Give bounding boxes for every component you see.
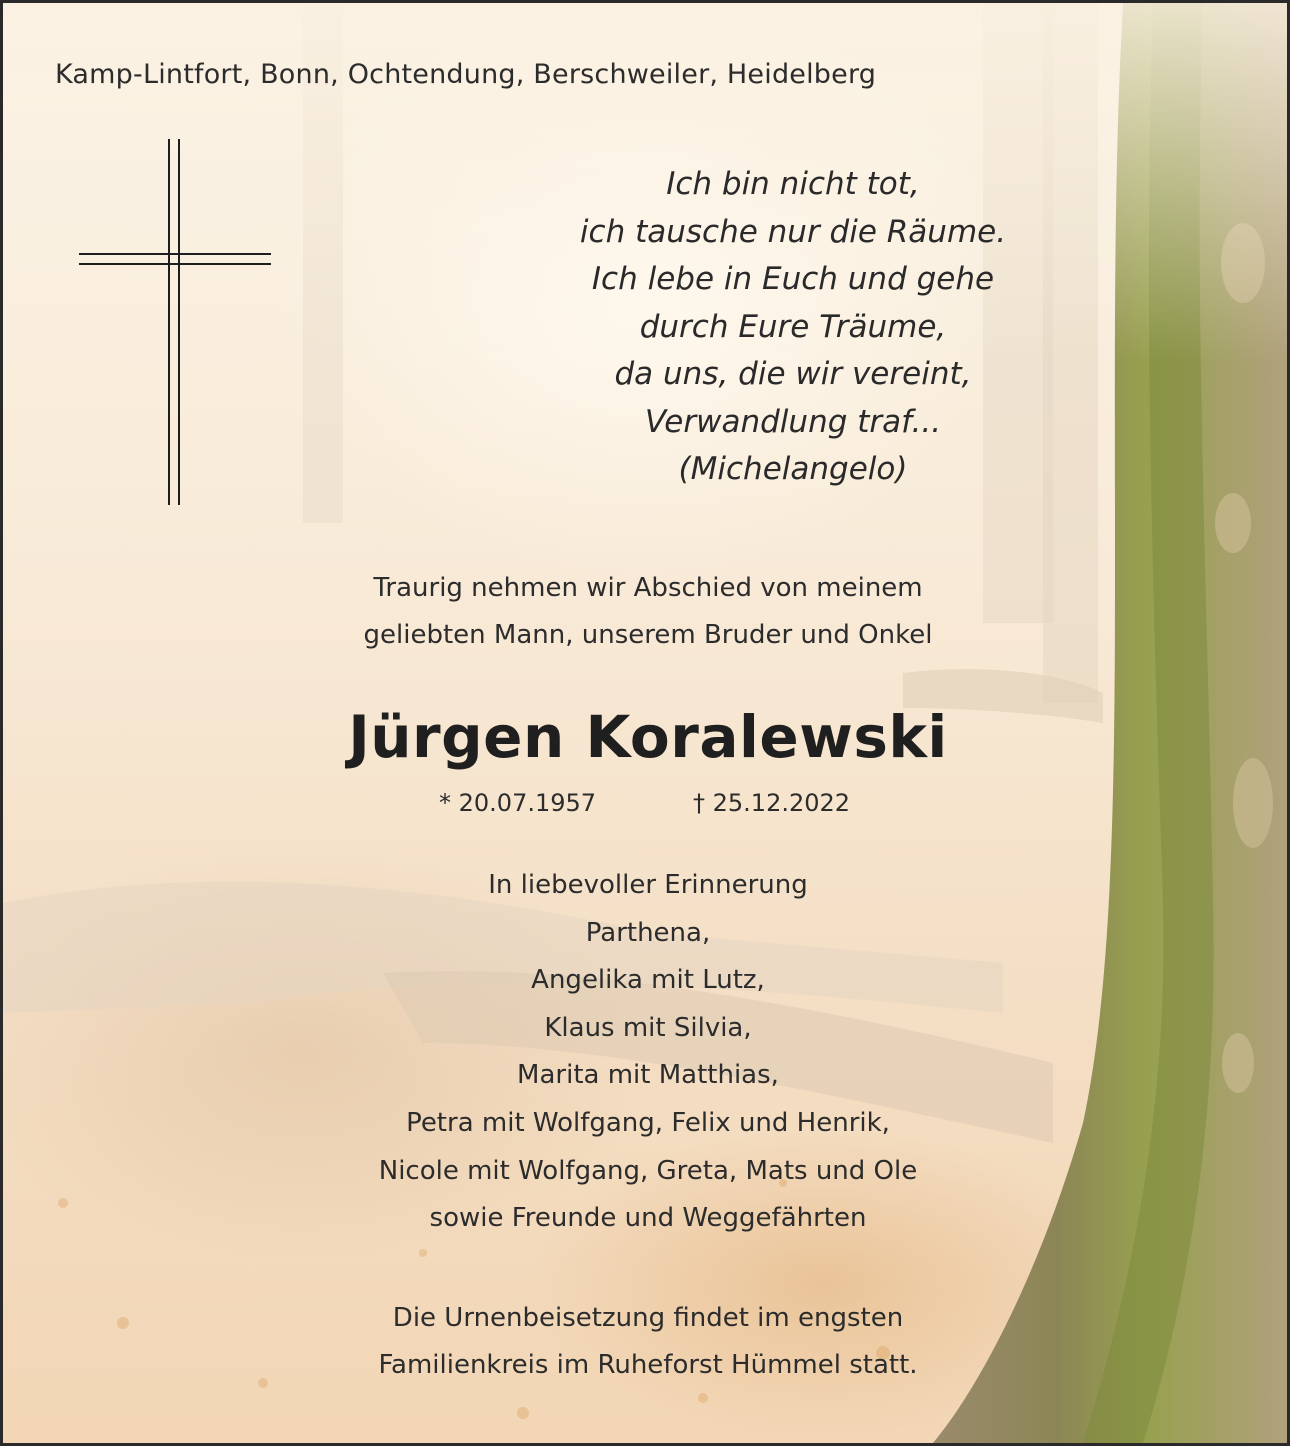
deceased-name: Jürgen Koralewski: [348, 703, 948, 771]
poem-line: Ich lebe in Euch und gehe: [591, 261, 995, 297]
mourner: sowie Freunde und Weggefährten: [429, 1203, 867, 1234]
burial-line: Familienkreis im Ruheforst Hümmel statt.: [378, 1350, 918, 1380]
farewell-line: Traurig nehmen wir Abschied von meinem: [373, 573, 923, 603]
mourner: Klaus mit Silvia,: [544, 1012, 752, 1043]
burial-notice: [283, 1295, 1013, 1389]
cross-icon: [77, 137, 273, 507]
mourner: Petra mit Wolfgang, Felix und Henrik,: [406, 1107, 890, 1138]
mourner: Angelika mit Lutz,: [531, 965, 765, 996]
poem-line: da uns, die wir vereint,: [614, 356, 972, 392]
mourners-heading: In liebevoller Erinnerung: [488, 870, 808, 900]
places-line: Kamp-Lintfort, Bonn, Ochtendung, Berschweiler, Heidelberg: [55, 59, 877, 90]
poem-line: Ich bin nicht tot,: [666, 166, 920, 202]
farewell-line: geliebten Mann, unserem Bruder und Onkel: [363, 620, 933, 650]
poem-line: durch Eure Träume,: [639, 308, 947, 345]
poem-line: ich tausche nur die Räume.: [579, 213, 1007, 250]
mourners-list: [273, 862, 1023, 1243]
poem-line: Verwandlung traf...: [644, 403, 942, 440]
poem-attribution: (Michelangelo): [678, 451, 908, 487]
birth-date: * 20.07.1957: [439, 789, 597, 817]
burial-line: Die Urnenbeisetzung findet im engsten: [392, 1303, 904, 1333]
death-date: † 25.12.2022: [693, 789, 851, 817]
farewell-text: [303, 565, 993, 659]
poem: [523, 161, 1063, 494]
mourner: Marita mit Matthias,: [517, 1060, 779, 1091]
mourner: Parthena,: [585, 917, 711, 948]
mourner: Nicole mit Wolfgang, Greta, Mats und Ole: [378, 1155, 918, 1186]
